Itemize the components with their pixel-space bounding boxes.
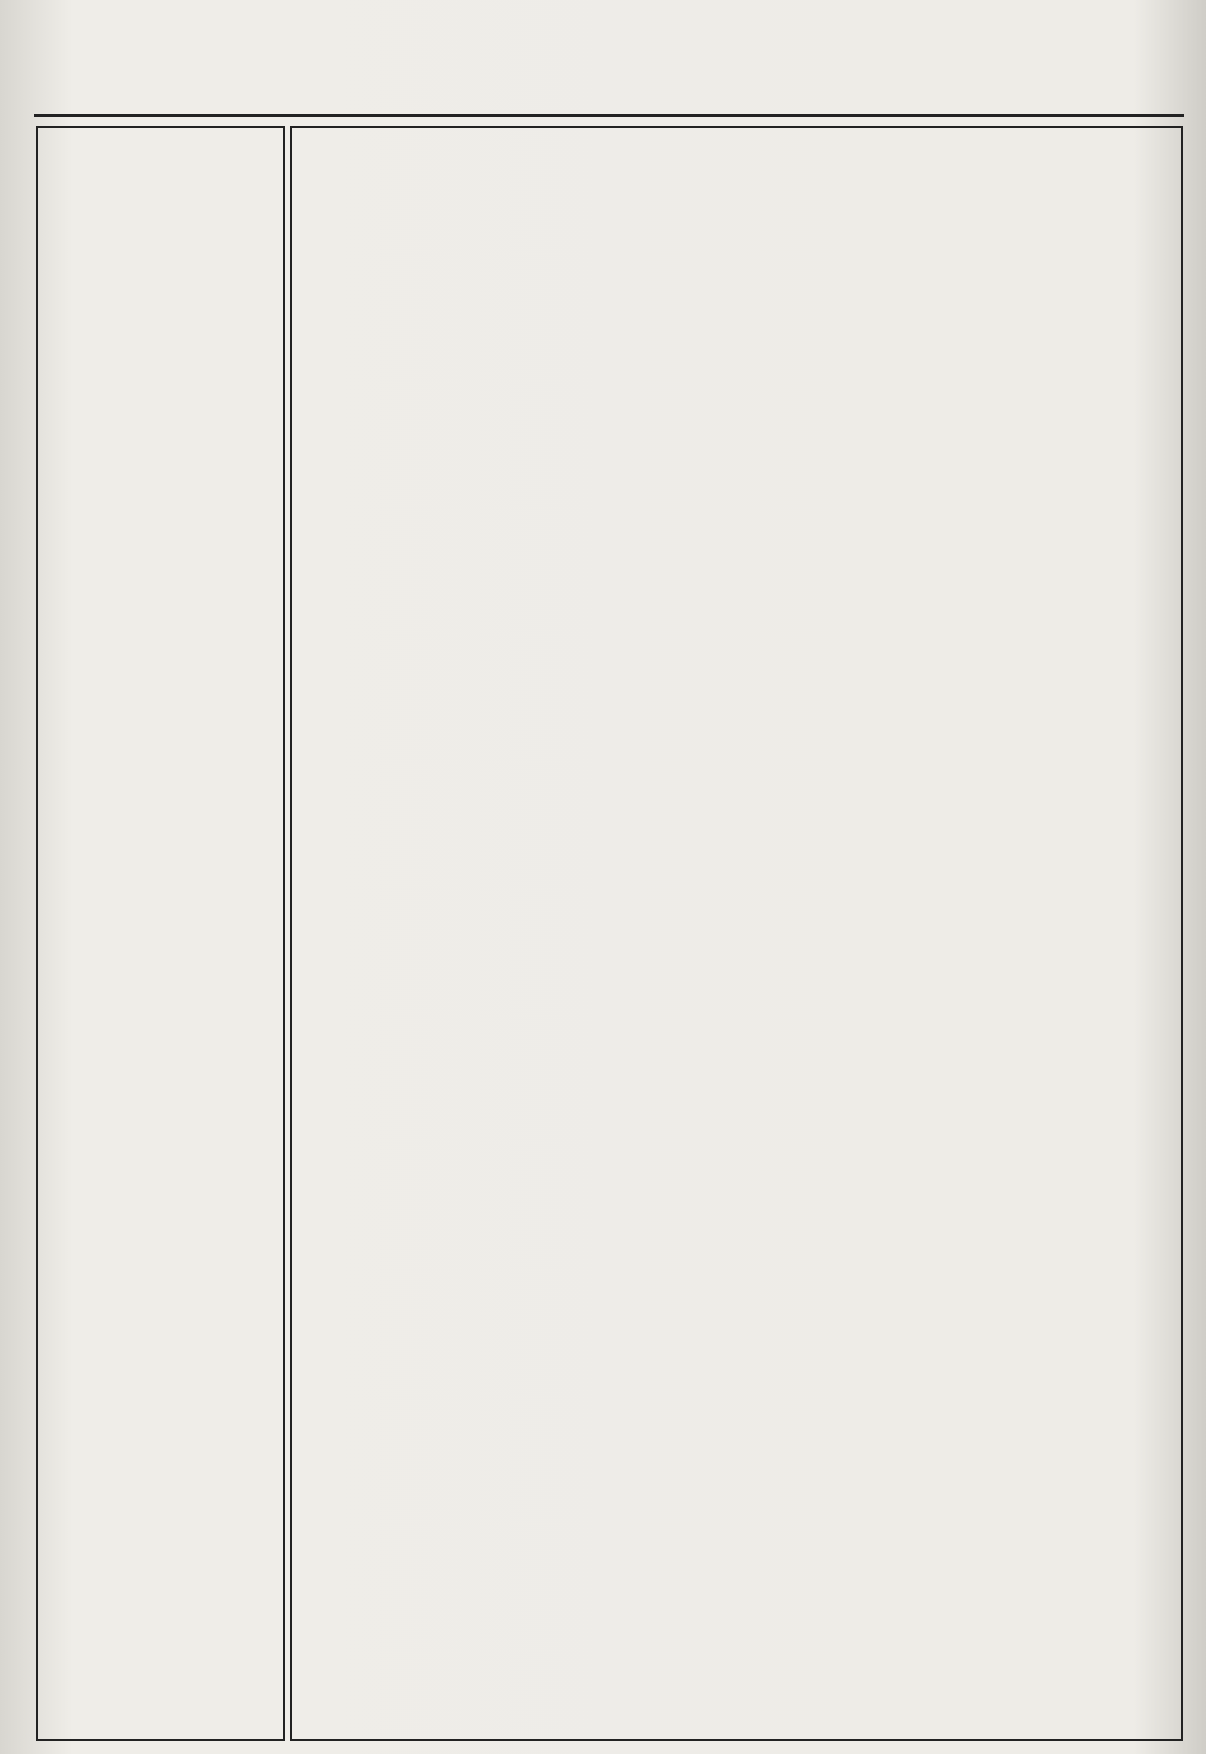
candidates-panel: [290, 126, 1183, 1741]
lista-article: [36, 126, 285, 1741]
masthead: [34, 52, 1184, 112]
header-rule: [34, 114, 1184, 117]
